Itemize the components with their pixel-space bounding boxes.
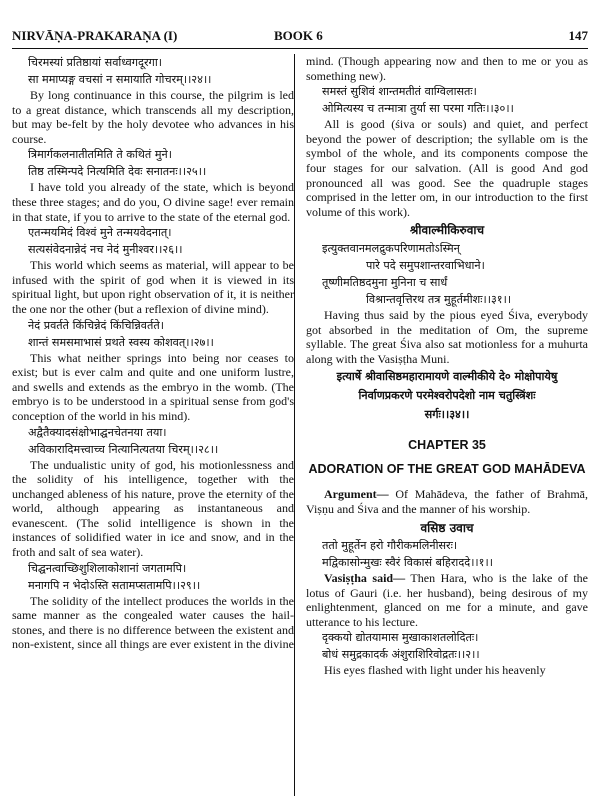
colophon-line: सर्गः।।३४।। bbox=[424, 408, 470, 422]
verse-line: एतन्मयमिदं विश्वं मुने तन्मयवेदनात्। bbox=[28, 226, 172, 240]
translation-paragraph: Having thus said by the pious eyed Śiva, everybody got absorbed in the meditation of Om, the supreme syllable. The great Śiva also sat motionless for a muhurta along with the Vasiṣṭha Muni. bbox=[306, 307, 588, 366]
translation-paragraph: mind. (Though appearing now and then to me or you as something new). bbox=[306, 54, 588, 83]
verse-line: मद्विकासोन्मुखः स्वैरं विकासं बहिराददे।।१।। bbox=[322, 556, 493, 570]
verse-line: दृक्कयो द्योतयामास मुखाकाशतलोदितः। bbox=[322, 631, 479, 645]
translation-paragraph: The undualistic unity of god, his motionlessness and the solidity of his intelligence, together with the unchanged ableness of his nature, prove the eternity of the world, although appearing as instantaneous and evanescent. (The solid intelligence is shown in the instances of solidified water in ice and snow, and in the froth and salt of sea water). bbox=[12, 457, 294, 560]
translation-text: Then Hara, who is the lake of the lotus of Gauri (i.e. her husband), being desirous of my enlightenment, glanced on me for a minute, and gave utterance to his lecture. bbox=[306, 571, 588, 629]
verse-line: मनागपि न भेदोऽस्ति सतामप्सतामपि।।२९।। bbox=[28, 578, 201, 592]
translation-paragraph bbox=[306, 571, 588, 629]
speaker-heading: वसिष्ठ उवाच bbox=[420, 520, 474, 535]
translation-paragraph: All is good (śiva or souls) and quiet, and perfect beyond the power of description; the syllable om is the symbol of the whole, and its components compose the four stages for our salvation. (All is good And god pronounced all was good. See the quadruple stages comprised in the letter om, in our introduction to the first volume of this work). bbox=[306, 117, 588, 219]
translation-paragraph: His eyes flashed with light under his heavenly bbox=[324, 663, 546, 678]
speaker-heading: श्रीवाल्मीकिरुवाच bbox=[409, 223, 485, 238]
verse-line: तिष्ठ तस्मिन्पदे नित्यमिति देवः सनातनः।।२५।। bbox=[28, 165, 207, 179]
verse-line: तूष्णीमतिष्ठदमुना मुनिना च सार्धं bbox=[322, 275, 448, 289]
translation-paragraph: The solidity of the intellect produces the worlds in the same manner as the congealed water causes the hail-stones, and there is no difference between the existent and non-existent, since all things are ever existent in the divine bbox=[12, 593, 294, 652]
translation-paragraph: This what neither springs into being nor ceases to exist; but is ever calm and quite and one uniform lustre, and swells and extends as the embryo in the womb. (The embryo is to be understood in a spiritual sense from god's conception of the world in his mind). bbox=[12, 350, 294, 423]
verse-line: अविकारादिमत्त्वाच्च नित्यानित्यतया चिरम्।।२८।। bbox=[28, 442, 219, 456]
chapter-title: ADORATION OF THE GREAT GOD MAHĀDEVA bbox=[308, 462, 586, 477]
page-header bbox=[12, 26, 588, 49]
running-title: NIRVĀṆA-PRAKARAṆA (I) bbox=[12, 28, 178, 43]
translation-paragraph: By long continuance in this course, the pilgrim is led to a great distance, which transcends all my description, but may be-felt by the holy devotee who advances in his course. bbox=[12, 88, 294, 146]
translation-paragraph: I have told you already of the state, which is beyond these three stages; and do you, O divine sage! ever remain in that state, if you to arrive to the state of the eternal god. bbox=[12, 180, 294, 224]
argument-label: Argument— bbox=[324, 487, 389, 502]
speaker-label: Vasiṣṭha said— bbox=[324, 571, 406, 586]
argument-text: Of Mahādeva, the father of Brahmā, Viṣṇu and Śiva and the manner of his worship. bbox=[306, 487, 588, 516]
verse-line: विश्रान्तवृत्तिरथ तत्र मुहूर्तमीशः।।३१।। bbox=[366, 292, 512, 306]
colophon-line: निर्वाणप्रकरणे परमेश्वरोपदेशो नाम चतुस्त्रिंशः bbox=[358, 389, 536, 403]
verse-line: समस्तं सुशिवं शान्तमतीतं वाग्विलासतः। bbox=[322, 85, 477, 99]
translation-paragraph: This world which seems as material, will appear to be infused with the spirit of god when it is viewed in its spiritual light, but upon right observation of it, it is neither the one nor the other (but a reflexion of divine mind). bbox=[12, 258, 294, 316]
verse-line: शान्तं समसमाभासं प्रथते स्वस्य कोशवत्।।२७।। bbox=[28, 335, 214, 349]
argument-paragraph bbox=[306, 487, 588, 516]
verse-line: चिद्घनत्वाच्छिशुशिलाकोशानां जगतामपि। bbox=[28, 561, 187, 575]
right-column bbox=[306, 54, 588, 678]
page-number: 147 bbox=[568, 28, 588, 43]
book-label: BOOK 6 bbox=[274, 28, 323, 43]
column-divider bbox=[294, 54, 295, 796]
colophon-line: इत्यार्षे श्रीवासिष्ठमहारामायणे वाल्मीकीये दे० मोक्षोपायेषु bbox=[336, 370, 558, 384]
verse-line: सत्यसंवेदनान्नेदं नच नेदं मुनीश्वर।।२६।। bbox=[28, 243, 183, 257]
verse-line: इत्युक्तवानमलद्रुकपरिणामतोऽस्मिन् bbox=[322, 241, 460, 255]
verse-line: सा ममाप्यङ्ग वचसां न समायाति गोचरम्।।२४।। bbox=[28, 73, 212, 86]
verse-line: चिरमस्यां प्रतिष्ठायां सर्वाध्वगदूरगा। bbox=[28, 56, 162, 69]
verse-line: पारे पदे समुपशान्तरवाभिधाने। bbox=[366, 258, 485, 272]
verse-line: त्रिमार्गकलनातीतमिति ते कथितं मुने। bbox=[28, 148, 172, 162]
verse-line: नेदं प्रवर्तते किंचिन्नेदं किंचिन्निवर्तते। bbox=[28, 318, 164, 332]
verse-line: अद्वैतैक्यादसंक्षोभाद्घनचेतनया तया। bbox=[28, 425, 167, 439]
chapter-number: CHAPTER 35 bbox=[408, 438, 486, 453]
verse-line: ओमित्यस्य च तन्मात्रा तुर्या सा परमा गतिः।।३०।। bbox=[322, 102, 514, 116]
verse-line: ततो मुहूर्तेन हरो गौरीकमलिनीसरः। bbox=[322, 539, 458, 553]
verse-line: बोधं समुद्रकादर्क अंशुराशिरिवोद्रतः।।२।। bbox=[322, 648, 480, 662]
left-column bbox=[12, 54, 294, 652]
